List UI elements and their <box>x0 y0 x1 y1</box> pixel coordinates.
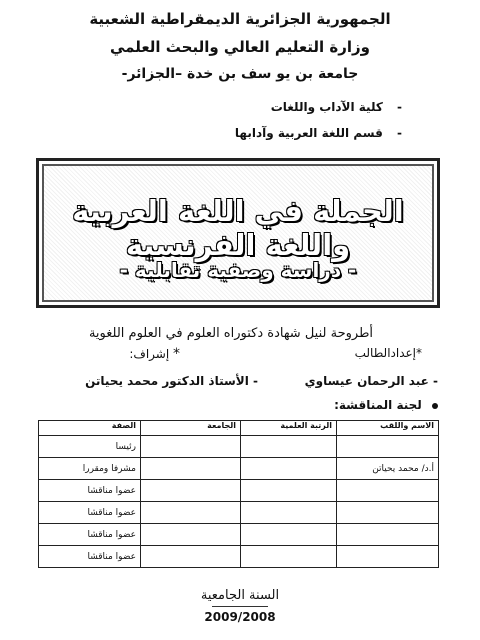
table-row <box>39 546 439 568</box>
university-name: جامعة بن يو سف بن خدة –الجزائر- <box>121 66 359 82</box>
supervisor-name: - الأستاذ الدكتور محمد يحياتن <box>85 374 258 388</box>
degree-statement: أطروحة لنيل شهادة دكتوراه العلوم في العلوم اللغوية <box>88 326 374 341</box>
table-cell <box>141 546 241 568</box>
column-header-university: الجامعة <box>141 421 241 436</box>
table-cell <box>241 458 337 480</box>
table-cell <box>141 524 241 546</box>
table-cell <box>141 458 241 480</box>
supervision-heading <box>129 346 180 362</box>
prepared-by-label: *إعدادالطالب <box>354 346 422 360</box>
supervision-label: إشراف: <box>129 347 170 361</box>
table-row <box>39 480 439 502</box>
section-name: قسم اللغة العربية وآدابها <box>234 126 383 140</box>
republic-name: الجمهورية الجزائرية الديمقراطية الشعبية <box>89 10 391 28</box>
table-row <box>39 502 439 524</box>
faculty-name: كلية الآداب واللغات <box>270 100 383 114</box>
faculty-dash: - <box>397 100 402 114</box>
bullet-icon <box>432 403 438 409</box>
supervision-star: * <box>173 346 180 362</box>
thesis-title: الجملة في اللغة العربية واللغة الفرنسية <box>72 194 404 262</box>
table-cell: عضوا مناقشا <box>39 480 141 502</box>
column-header-role: الصفة <box>39 421 141 436</box>
committee-table <box>38 420 439 568</box>
table-cell: عضوا مناقشا <box>39 502 141 524</box>
table-row <box>39 436 439 458</box>
section-dash: - <box>397 126 402 140</box>
table-cell <box>141 480 241 502</box>
committee-label: لجنة المناقشة: <box>334 398 422 412</box>
table-row <box>39 524 439 546</box>
student-name: - عبد الرحمان عيساوي <box>304 374 438 388</box>
committee-heading <box>334 398 438 412</box>
table-cell <box>141 436 241 458</box>
table-cell <box>337 502 439 524</box>
table-cell <box>337 436 439 458</box>
column-header-rank: الرتبة العلمية <box>241 421 337 436</box>
section-line <box>235 126 402 140</box>
table-cell <box>337 524 439 546</box>
table-row <box>39 458 439 480</box>
academic-year-value: 2009/2008 <box>204 610 276 624</box>
table-cell <box>241 524 337 546</box>
table-cell: عضوا مناقشا <box>39 524 141 546</box>
academic-year-divider <box>212 606 268 607</box>
table-cell <box>141 502 241 524</box>
ministry-name: وزارة التعليم العالي والبحث العلمي <box>109 38 371 56</box>
academic-year-label: السنة الجامعية <box>200 588 280 603</box>
table-cell: مشرفا ومقررا <box>39 458 141 480</box>
table-cell <box>337 546 439 568</box>
table-header-row <box>39 421 439 436</box>
table-cell <box>241 480 337 502</box>
faculty-line <box>271 100 402 114</box>
table-cell: رئيسا <box>39 436 141 458</box>
thesis-subtitle: - دراسة وصفية تقابلية - <box>119 258 357 282</box>
table-cell: عضوا مناقشا <box>39 546 141 568</box>
table-cell <box>241 546 337 568</box>
table-cell: أ.د/ محمد يحياتن <box>337 458 439 480</box>
table-cell <box>337 480 439 502</box>
column-header-name: الاسم واللقب <box>337 421 439 436</box>
table-cell <box>241 436 337 458</box>
table-cell <box>241 502 337 524</box>
